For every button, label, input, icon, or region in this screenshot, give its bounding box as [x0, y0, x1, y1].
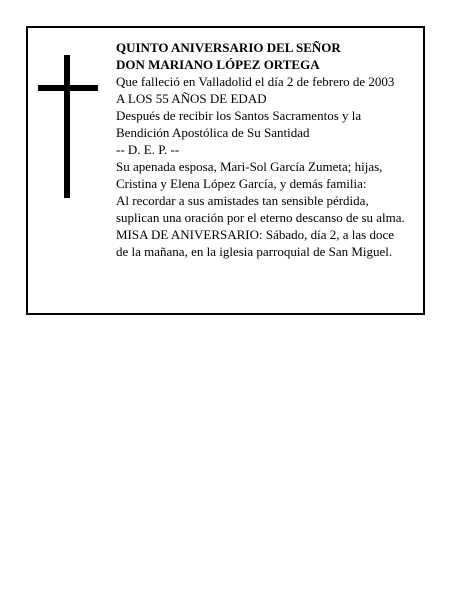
- notice-line-request-2: suplican una oración por el eterno descanso de su alma.: [116, 210, 405, 225]
- notice-line-request-1: Al recordar a sus amistades tan sensible pérdida,: [116, 193, 369, 208]
- notice-line-rip: -- D. E. P. --: [116, 142, 180, 157]
- notice-line-family-1: Su apenada esposa, Mari-Sol García Zumeta; hijas,: [116, 159, 383, 174]
- obituary-notice: [26, 26, 425, 315]
- cross-horizontal-bar: [38, 85, 98, 91]
- notice-line-family-2: Cristina y Elena López García, y demás familia:: [116, 176, 367, 191]
- notice-line-mass-1: MISA DE ANIVERSARIO: Sábado, día 2, a las doce: [116, 227, 395, 242]
- notice-line-age: A LOS 55 AÑOS DE EDAD: [116, 91, 267, 106]
- notice-line-sacraments: Después de recibir los Santos Sacramentos y la: [116, 108, 362, 123]
- notice-heading-line-1: QUINTO ANIVERSARIO DEL SEÑOR: [116, 40, 341, 55]
- notice-heading-line-2: DON MARIANO LÓPEZ ORTEGA: [116, 57, 320, 72]
- notice-line-blessing: Bendición Apostólica de Su Santidad: [116, 125, 310, 140]
- notice-line-mass-2: de la mañana, en la iglesia parroquial de San Miguel.: [116, 244, 393, 259]
- notice-text: [116, 39, 426, 260]
- cross-vertical-bar: [64, 55, 70, 198]
- notice-line-death-info: Que falleció en Valladolid el día 2 de febrero de 2003: [116, 74, 395, 89]
- cross-icon: [38, 55, 98, 198]
